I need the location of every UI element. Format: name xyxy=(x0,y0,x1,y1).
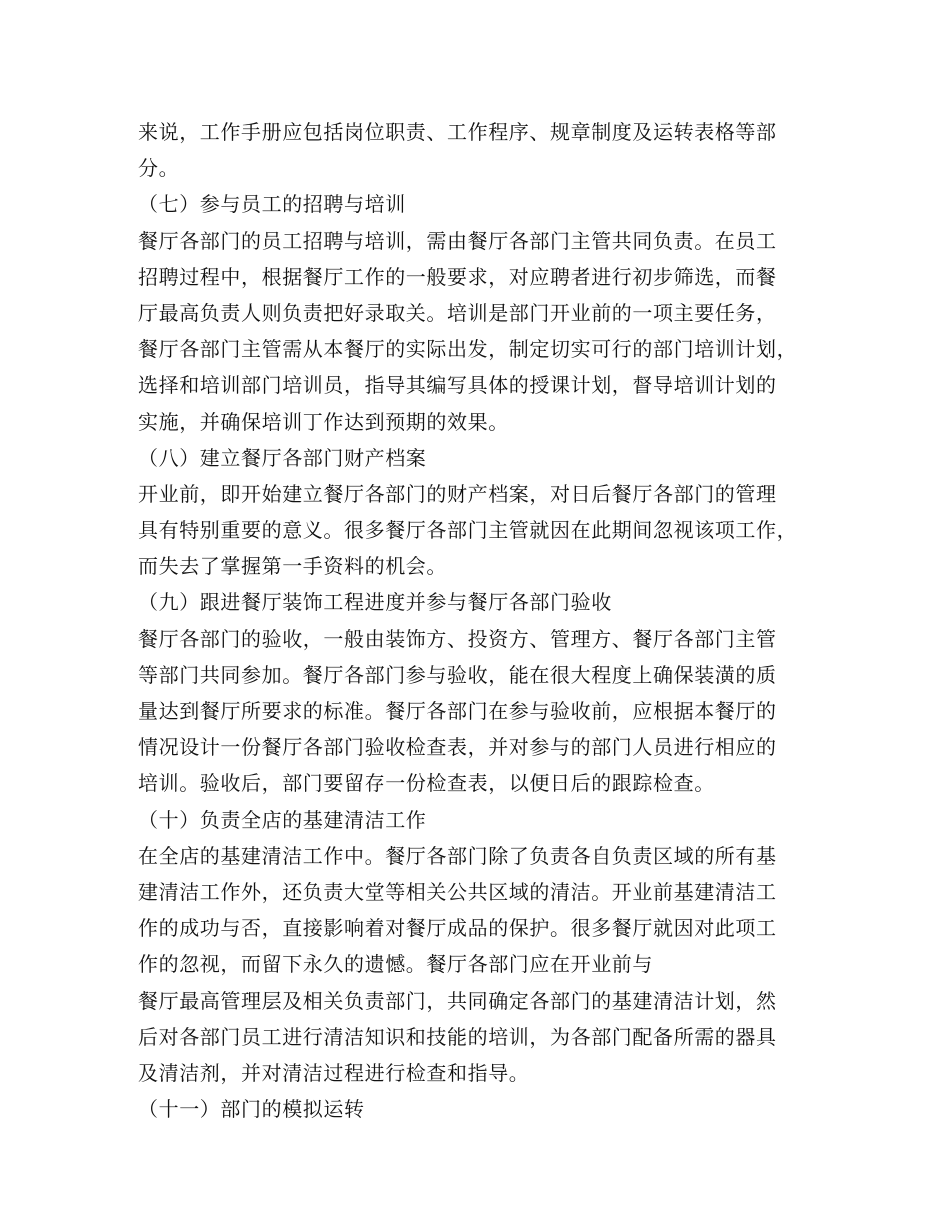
paragraph-line: 具有特别重要的意义。很多餐厅各部门主管就因在此期间忽视该项工作， xyxy=(138,518,798,543)
paragraph-line: 作的忽视，而留下永久的遗憾。餐厅各部门应在开业前与 xyxy=(138,952,653,977)
section-heading-8: （八）建立餐厅各部门财产档案 xyxy=(138,445,427,470)
section-heading-7: （七）参与员工的招聘与培训 xyxy=(138,192,406,217)
paragraph-line: 厅最高负责人则负责把好录取关。培训是部门开业前的一项主要任务， xyxy=(138,300,777,325)
paragraph-line: 餐厅最高管理层及相关负责部门，共同确定各部门的基建清洁计划，然 xyxy=(138,988,777,1013)
paragraph-line: 情况设计一份餐厅各部门验收检查表，并对参与的部门人员进行相应的 xyxy=(138,735,777,760)
paragraph-line: 选择和培训部门培训员，指导其编写具体的授课计划，督导培训计划的 xyxy=(138,373,777,398)
paragraph-line: 后对各部门员工进行清洁知识和技能的培训，为各部门配备所需的器具 xyxy=(138,1024,777,1049)
paragraph-line: 培训。验收后，部门要留存一份检查表，以便日后的跟踪检查。 xyxy=(138,771,715,796)
paragraph-line: 建清洁工作外，还负责大堂等相关公共区域的清洁。开业前基建清洁工 xyxy=(138,879,777,904)
paragraph-line: 餐厅各部门的验收，一般由装饰方、投资方、管理方、餐厅各部门主管 xyxy=(138,626,777,651)
paragraph-line: 而失去了掌握第一手资料的机会。 xyxy=(138,554,447,579)
paragraph-line: 实施，并确保培训丁作达到预期的效果。 xyxy=(138,409,509,434)
paragraph-line: 餐厅各部门的员工招聘与培训，需由餐厅各部门主管共同负责。在员工 xyxy=(138,228,777,253)
paragraph-line: 来说，工作手册应包括岗位职责、工作程序、规章制度及运转表格等部 xyxy=(138,120,777,144)
paragraph-line: 招聘过程中，根据餐厅工作的一般要求，对应聘者进行初步筛选，而餐 xyxy=(138,264,777,289)
section-heading-9: （九）跟进餐厅装饰工程进度并参与餐厅各部门验收 xyxy=(138,590,612,615)
paragraph-line: 及清洁剂，并对清洁过程进行检查和指导。 xyxy=(138,1060,530,1085)
document-body xyxy=(138,114,818,1127)
paragraph-line: 量达到餐厅所要求的标准。餐厅各部门在参与验收前，应根据本餐厅的 xyxy=(138,699,777,723)
paragraph-line: 在全店的基建清洁工作中。餐厅各部门除了负责各自负责区域的所有基 xyxy=(138,843,777,868)
paragraph-line: 餐厅各部门主管需从本餐厅的实际出发，制定切实可行的部门培训计划， xyxy=(138,337,798,362)
section-heading-11: （十一）部门的模拟运转 xyxy=(138,1097,365,1122)
paragraph-line: 等部门共同参加。餐厅各部门参与验收，能在很大程度上确保装潢的质 xyxy=(138,662,777,687)
paragraph-line: 作的成功与否，直接影响着对餐厅成品的保护。很多餐厅就因对此项工 xyxy=(138,916,777,941)
paragraph-line: 开业前，即开始建立餐厅各部门的财产档案，对日后餐厅各部门的管理 xyxy=(138,481,777,506)
section-heading-10: （十）负责全店的基建清洁工作 xyxy=(138,807,427,832)
paragraph-line: 分。 xyxy=(138,156,180,181)
